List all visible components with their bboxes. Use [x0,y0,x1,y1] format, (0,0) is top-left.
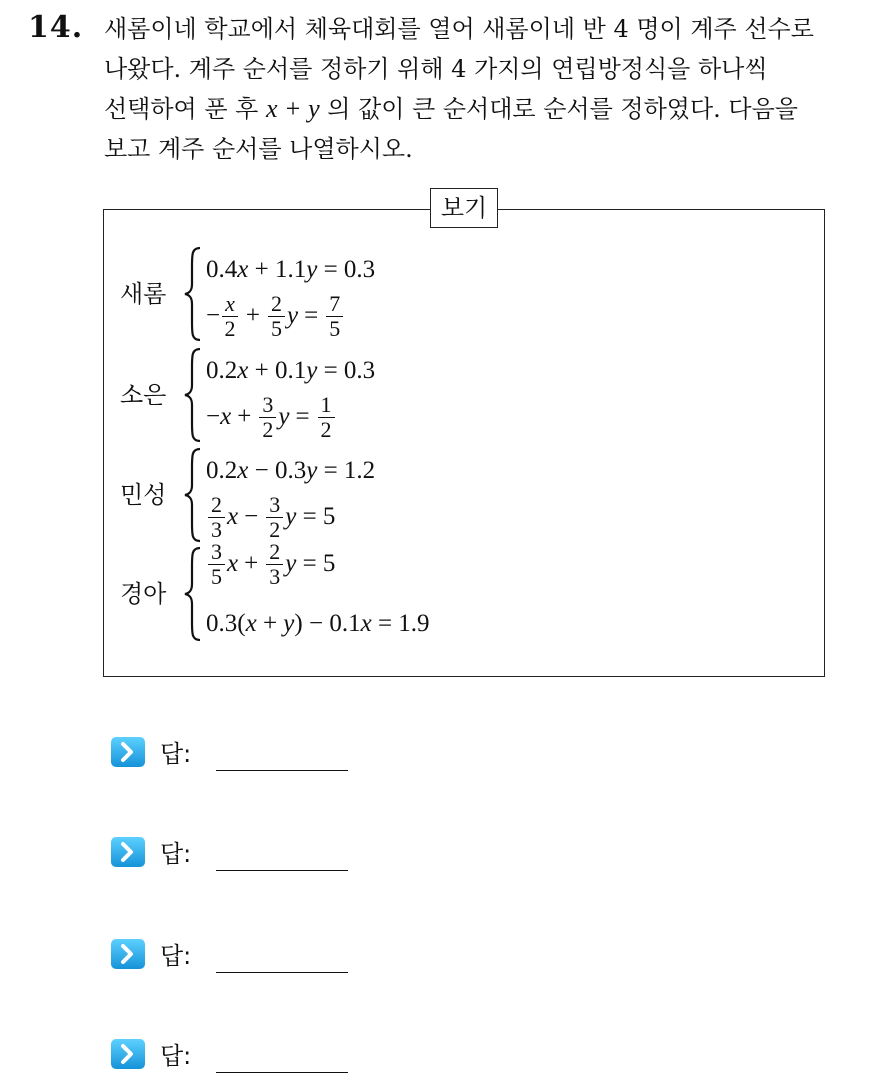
left-brace-icon [182,546,204,642]
chevron-right-icon [110,1038,146,1070]
chevron-right-icon [110,836,146,868]
problem-line-3 [104,89,874,129]
equation-2 [206,493,335,541]
var-x: x [227,550,239,577]
equation-1 [206,347,375,395]
var-x: x [237,357,249,384]
var-x: x [237,457,249,484]
problem-text [104,9,874,169]
answer-row-4 [110,1034,370,1074]
coef: 0.2 [206,457,238,484]
coef: 0.3( [206,610,246,637]
system-name: 민성 [120,481,167,509]
var-y: y [285,503,297,530]
answer-blank[interactable] [216,1072,348,1073]
coef: 0.2 [206,357,238,384]
chevron-right-icon [110,736,146,768]
left-brace-icon [182,347,204,443]
equation-2 [206,393,337,441]
operator: + [245,302,260,329]
problem-number: 14. [28,10,84,45]
rhs: = 5 [302,550,336,577]
term: ) − 0.1 [294,610,361,637]
left-brace-icon [182,447,204,543]
rhs: = 0.3 [323,256,376,283]
answer-row-1 [110,732,370,772]
var-x: x [220,403,232,430]
var-y: y [306,457,318,484]
var-y: y [306,357,318,384]
answer-blank[interactable] [216,770,348,771]
equation-2 [206,600,430,648]
operator: + [256,610,284,637]
example-box-title: 보기 [430,188,498,228]
answer-blank[interactable] [216,870,348,871]
equation-1 [206,246,375,294]
problem-line-1: 새롬이네 학교에서 체육대회를 열어 새롬이네 반 4 명이 계주 선수로 [104,15,814,43]
answer-row-2 [110,832,370,872]
equation-1 [206,540,335,588]
problem-line-2: 나왔다. 계주 순서를 정하기 위해 4 가지의 연립방정식을 하나씩 [104,55,768,83]
system-name: 소은 [120,381,167,409]
system-name: 새롬 [120,280,167,308]
fraction: $\frac{7}{5}$ [326,293,343,340]
var-x: x [245,610,257,637]
var-x: x [237,256,249,283]
answer-label: 답: [160,840,192,868]
answer-row-3 [110,934,370,974]
fraction: $\frac{2}{3}$ [208,494,225,541]
equals: = [295,403,310,430]
equation-1 [206,447,375,495]
equation-system-saerom [120,246,620,342]
var-x: x [360,610,372,637]
problem-math-expression: x + y [266,94,320,123]
problem-line-4: 보고 계주 순서를 나열하시오. [104,135,413,163]
answer-label: 답: [160,740,192,768]
answer-label: 답: [160,1042,192,1070]
rhs: = 1.9 [377,610,430,637]
fraction: $\frac{x}{2}$ [222,293,238,340]
sign: − [206,302,221,329]
fraction: $\frac{3}{5}$ [208,541,225,588]
left-brace-icon [182,246,204,342]
var-y: y [306,256,318,283]
fraction: $\frac{1}{2}$ [318,394,335,441]
var-y: y [285,550,297,577]
var-y: y [283,610,295,637]
equals: = [304,302,319,329]
operator: + [237,403,252,430]
answer-blank[interactable] [216,972,348,973]
equation-system-gyeonga [120,538,620,642]
problem-line-3-end: 의 값이 큰 순서대로 순서를 정하였다. 다음을 [319,95,798,123]
coef: 0.4 [206,256,238,283]
var-y: y [286,302,299,329]
fraction: $\frac{3}{2}$ [266,494,283,541]
fraction: $\frac{2}{5}$ [268,293,285,340]
term: + 0.1 [254,357,307,384]
sign: − [206,403,221,430]
term: + 1.1 [254,256,307,283]
equation-system-minseong [120,447,620,543]
operator: + [244,550,259,577]
fraction: $\frac{2}{3}$ [266,541,283,588]
operator: − [244,503,259,530]
rhs: = 0.3 [323,357,376,384]
problem-line-3-start: 선택하여 푼 후 [104,95,266,123]
equation-system-soeun [120,347,620,443]
system-name: 경아 [120,580,167,608]
term: − 0.3 [254,457,307,484]
chevron-right-icon [110,938,146,970]
equation-2 [206,292,345,340]
rhs: = 1.2 [323,457,376,484]
answer-label: 답: [160,942,192,970]
var-x: x [227,503,239,530]
fraction: $\frac{3}{2}$ [259,394,276,441]
var-y: y [278,403,290,430]
rhs: = 5 [302,503,336,530]
